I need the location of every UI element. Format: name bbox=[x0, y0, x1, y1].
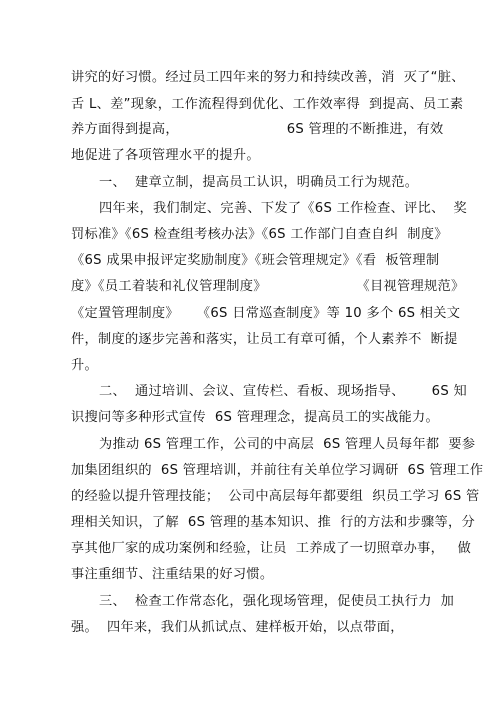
text-line: 度》《员工着装和礼仪管理制度》 《目视管理规范》 bbox=[71, 279, 465, 294]
text-line: 升。 bbox=[71, 358, 98, 373]
text-line: 识搜问等多种形式宣传 6S 管理理念，提高员工的实战能力。 bbox=[71, 410, 440, 425]
section-heading: 一、 建章立制，提高员工认识，明确员工行为规范。 bbox=[99, 175, 419, 190]
text-line: 《6S 成果申报评定奖励制度》《班会管理规定》《看 板管理制 bbox=[71, 253, 440, 268]
text-line: 养方面得到提高， 6S 管理的不断推进，有效 bbox=[71, 122, 444, 137]
text-line: 为推动 6S 管理工作，公司的中高层 6S 管理人员每年都 要参 bbox=[99, 437, 476, 452]
text-line: 地促进了各项管理水平的提升。 bbox=[71, 148, 260, 163]
text-line: 加集团组织的 6S 管理培训，并前往有关单位学习调研 6S 管理工作 bbox=[71, 463, 484, 478]
text-line: 讲究的好习惯。经过员工四年来的努力和持续改善，消 灭了“脏、 bbox=[71, 70, 465, 85]
text-line: 《定置管理制度》 《6S 日常巡查制度》等 10 多个 6S 相关文 bbox=[71, 306, 461, 321]
text-line: 强。 四年来，我们从抓试点、建样板开始，以点带面， bbox=[71, 620, 404, 635]
text-line: 的经验以提升管理技能； 公司中高层每年都要组 织员工学习 6S 管 bbox=[71, 489, 480, 504]
text-line: 舌 L、差”现象，工作流程得到优化、工作效率得 到提高、员工素 bbox=[71, 97, 464, 112]
text-line: 理相关知识，了解 6S 管理的基本知识、推 行的方法和步骤等，分 bbox=[71, 515, 475, 530]
text-line: 件，制度的逐步完善和落实，让员工有章可循，个人素养不 断提 bbox=[71, 332, 458, 347]
section-heading: 三、 检查工作常态化，强化现场管理，促使员工执行力 加 bbox=[99, 594, 455, 609]
text-line: 罚标准》《6S 检查组考核办法》《6S 工作部门自查自纠 制度》 bbox=[71, 227, 448, 242]
section-heading: 二、 通过培训、会议、宣传栏、看板、现场指导、 6S 知 bbox=[99, 384, 467, 399]
text-line: 享其他厂家的成功案例和经验，让员 工养成了一切照章办事， 做 bbox=[71, 541, 472, 556]
text-line: 四年来，我们制定、完善、下发了《6S 工作检查、评比、 奖 bbox=[99, 201, 468, 216]
text-line: 事注重细节、注重结果的好习惯。 bbox=[71, 567, 274, 582]
